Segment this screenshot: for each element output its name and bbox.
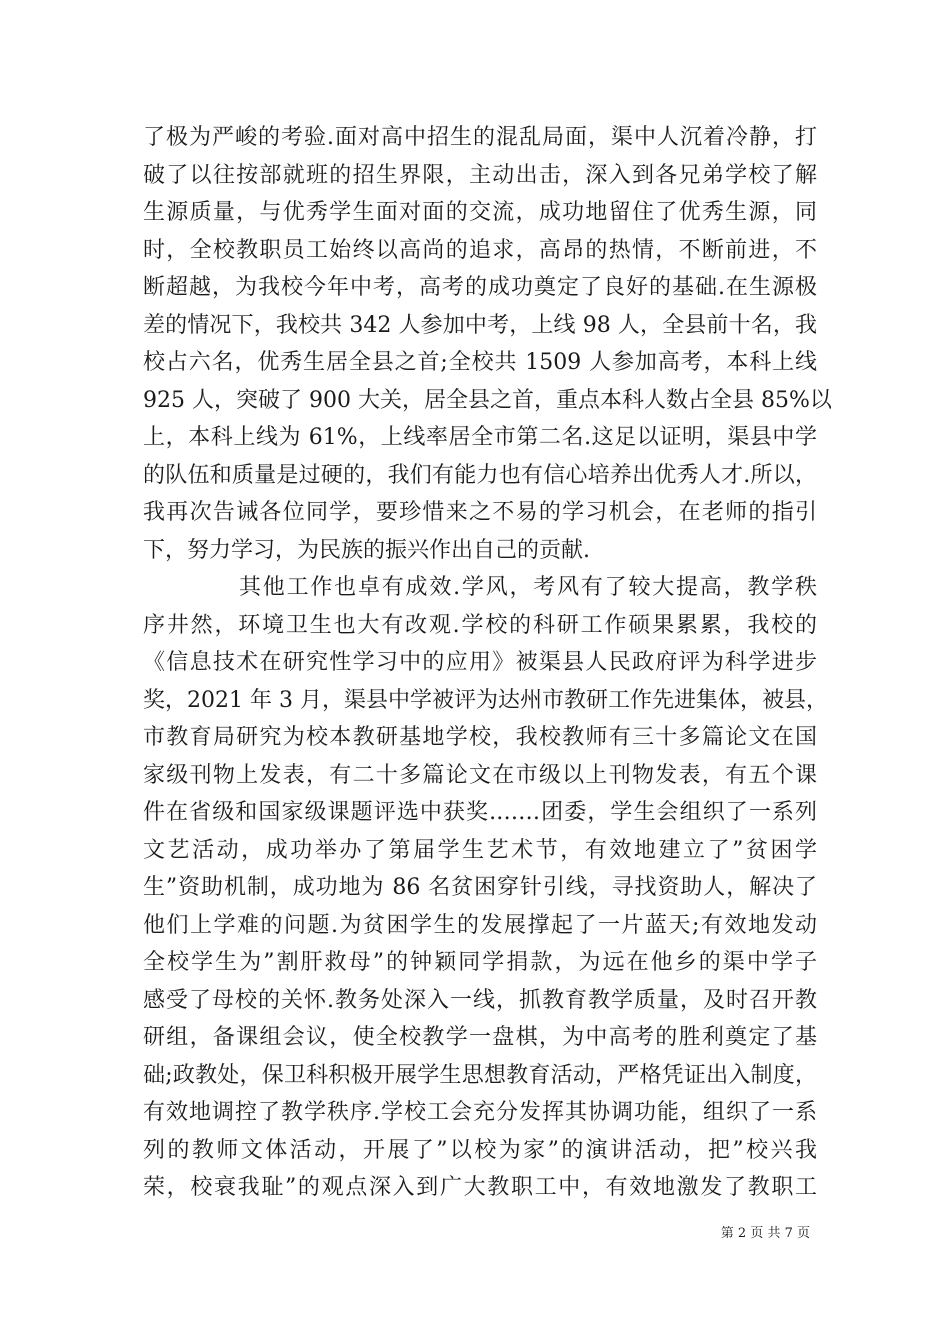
text-line: 文艺活动，成功举办了第届学生艺术节，有效地建立了”贫困学	[143, 837, 817, 863]
document-body	[143, 119, 832, 1207]
text-line: 的队伍和质量是过硬的，我们有能力也有信心培养出优秀人才.所以，	[143, 462, 817, 488]
text-line: 序井然，环境卫生也大有改观.学校的科研工作硕果累累，我校的	[143, 612, 817, 638]
text-line: 上，本科上线为 61%，上线率居全市第二名.这足以证明，渠县中学	[143, 425, 817, 450]
text-line: 《信息技术在研究性学习中的应用》被渠县人民政府评为科学进步	[143, 650, 817, 675]
text-line: 我再次告诫各位同学，要珍惜来之不易的学习机会，在老师的指引	[143, 500, 817, 525]
text-line: 荣，校衰我耻”的观点深入到广大教职工中，有效地激发了教职工	[143, 1175, 817, 1200]
text-line: 有效地调控了教学秩序.学校工会充分发挥其协调功能，组织了一系	[143, 1100, 817, 1125]
text-line: 925 人，突破了 900 大关，居全县之首，重点本科人数占全县 85%以	[143, 387, 832, 413]
paragraph-2	[143, 569, 828, 1207]
text-line: 家级刊物上发表，有二十多篇论文在市级以上刊物发表，有五个课	[143, 762, 817, 788]
text-line: 下，努力学习，为民族的振兴作出自己的贡献.	[143, 537, 590, 563]
text-line: 断超越，为我校今年中考，高考的成功奠定了良好的基础.在生源极	[143, 275, 817, 300]
text-line: 感受了母校的关怀.教务处深入一线，抓教育教学质量，及时召开教	[143, 987, 817, 1013]
text-line: 校占六名，优秀生居全县之首;全校共 1509 人参加高考，本科上线	[143, 350, 817, 375]
text-line: 生源质量，与优秀学生面对面的交流，成功地留住了优秀生源，同	[143, 200, 817, 225]
text-line: 他们上学难的问题.为贫困学生的发展撑起了一片蓝天;有效地发动	[143, 912, 817, 938]
text-line: 列的教师文体活动，开展了”以校为家”的演讲活动，把”校兴我	[143, 1137, 817, 1163]
text-line: 市教育局研究为校本教研基地学校，我校教师有三十多篇论文在国	[143, 725, 817, 750]
page-number: 第 2 页 共 7 页	[720, 1226, 810, 1241]
text-line: 了极为严峻的考验.面对高中招生的混乱局面，渠中人沉着冷静，打	[143, 125, 817, 150]
text-line: 础;政教处，保卫科积极开展学生思想教育活动，严格凭证出入制度，	[143, 1062, 817, 1088]
text-line: 生”资助机制，成功地为 86 名贫困穿针引线，寻找资助人，解决了	[143, 875, 817, 900]
text-line: 奖，2021 年 3 月，渠县中学被评为达州市教研工作先进集体，被县，	[143, 687, 828, 713]
text-line: 其他工作也卓有成效.学风，考风有了较大提高，教学秩	[239, 575, 817, 600]
paragraph-1	[143, 119, 832, 569]
text-line: 时，全校教职员工始终以高尚的追求，高昂的热情，不断前进，不	[143, 237, 817, 263]
text-line: 件在省级和国家级课题评选中获奖.……团委，学生会组织了一系列	[143, 800, 817, 825]
text-line: 研组，备课组会议，使全校教学一盘棋，为中高考的胜利奠定了基	[143, 1025, 817, 1050]
text-line: 全校学生为”割肝救母”的钟颖同学捐款，为远在他乡的渠中学子	[143, 950, 817, 975]
text-line: 差的情况下，我校共 342 人参加中考，上线 98 人，全县前十名，我	[143, 312, 817, 338]
text-line: 破了以往按部就班的招生界限，主动出击，深入到各兄弟学校了解	[143, 162, 817, 188]
